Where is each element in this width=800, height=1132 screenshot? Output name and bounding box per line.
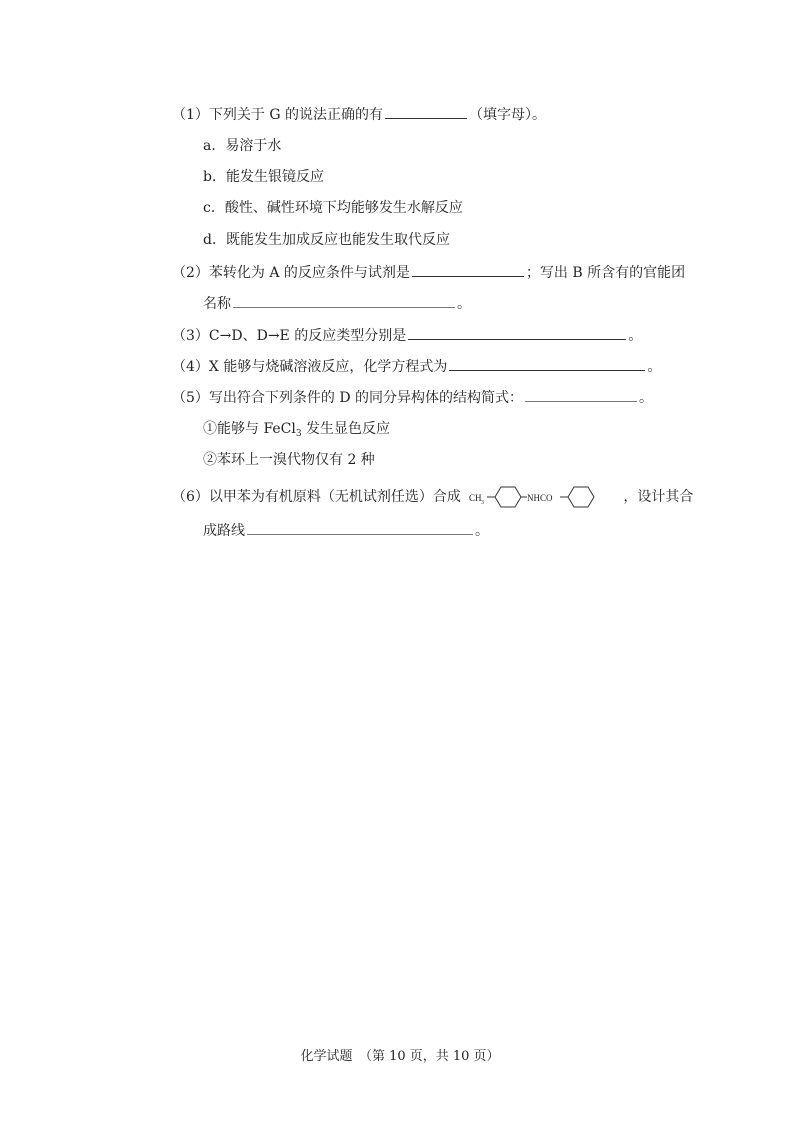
q6-number: （6） <box>172 489 209 505</box>
q1-answer-blank[interactable] <box>385 104 467 119</box>
q4-stem <box>172 356 661 376</box>
q3-stem <box>172 325 642 345</box>
q1-text: 下列关于 G 的说法正确的有 <box>208 107 384 123</box>
q4-end: 。 <box>647 359 662 375</box>
q1-stem <box>172 104 546 124</box>
q3-text: C→D、D→E 的反应类型分别是 <box>208 328 407 344</box>
q6-after: ，设计其合 <box>623 489 694 505</box>
q6-line2 <box>203 520 489 540</box>
q4-answer-blank[interactable] <box>449 356 645 371</box>
q2-after: ；写出 B 所含有的官能团 <box>525 265 686 281</box>
q1-after: （填字母）。 <box>469 107 547 123</box>
q2-end: 。 <box>457 296 471 312</box>
mol-ch-label: CH <box>469 493 482 503</box>
q6-text: 以甲苯为有机原料（无机试剂任选）合成 <box>208 489 461 505</box>
q1-option-a: a．易溶于水 <box>203 138 282 154</box>
q1-option-b: b．能发生银镜反应 <box>203 169 324 185</box>
q2-number: （2） <box>172 265 209 281</box>
q2-answer-blank-2[interactable] <box>233 293 455 308</box>
q3-end: 。 <box>628 328 643 344</box>
mol-ch-sub: 3 <box>481 500 485 506</box>
q5-condition-1 <box>203 419 390 439</box>
q5-stem <box>172 387 653 407</box>
q5-cond1-sub: 3 <box>295 429 302 439</box>
q2-line2-label: 名称 <box>203 296 231 312</box>
q1-option-d: d．既能发生加成反应也能发生取代反应 <box>203 232 450 248</box>
q3-number: （3） <box>172 328 209 344</box>
q2-line2 <box>203 293 471 313</box>
benzene-ring-1 <box>495 487 521 507</box>
mol-nhco-label: NHCO <box>527 493 553 503</box>
q2-stem <box>172 262 685 282</box>
q5-end: 。 <box>639 390 654 406</box>
q5-number: （5） <box>172 390 209 406</box>
q5-cond1-pre: ①能够与 FeCl <box>203 421 296 437</box>
q5-answer-blank[interactable] <box>525 387 637 402</box>
q6-end: 。 <box>475 523 489 539</box>
q4-text: X 能够与烧碱溶液反应，化学方程式为 <box>208 359 448 375</box>
page-footer: 化学试题 （第 10 页，共 10 页） <box>300 1049 500 1064</box>
q5-text: 写出符合下列条件的 D 的同分异构体的结构简式： <box>208 390 524 406</box>
q6-answer-blank[interactable] <box>247 520 473 535</box>
q3-answer-blank[interactable] <box>408 325 626 340</box>
target-molecule-structure <box>469 484 619 510</box>
q1-number: （1） <box>172 107 209 123</box>
q1-option-c: c．酸性、碱性环境下均能够发生水解反应 <box>203 200 463 216</box>
q5-condition-2: ②苯环上一溴代物仅有 2 种 <box>203 452 375 468</box>
q6-line2-label: 成路线 <box>203 523 245 539</box>
q5-cond1-post: 发生显色反应 <box>301 421 391 437</box>
q4-number: （4） <box>172 359 209 375</box>
q2-answer-blank-1[interactable] <box>412 262 524 277</box>
q2-text: 苯转化为 A 的反应条件与试剂是 <box>208 265 410 281</box>
q6-stem <box>172 484 693 510</box>
benzene-ring-2 <box>568 487 594 507</box>
